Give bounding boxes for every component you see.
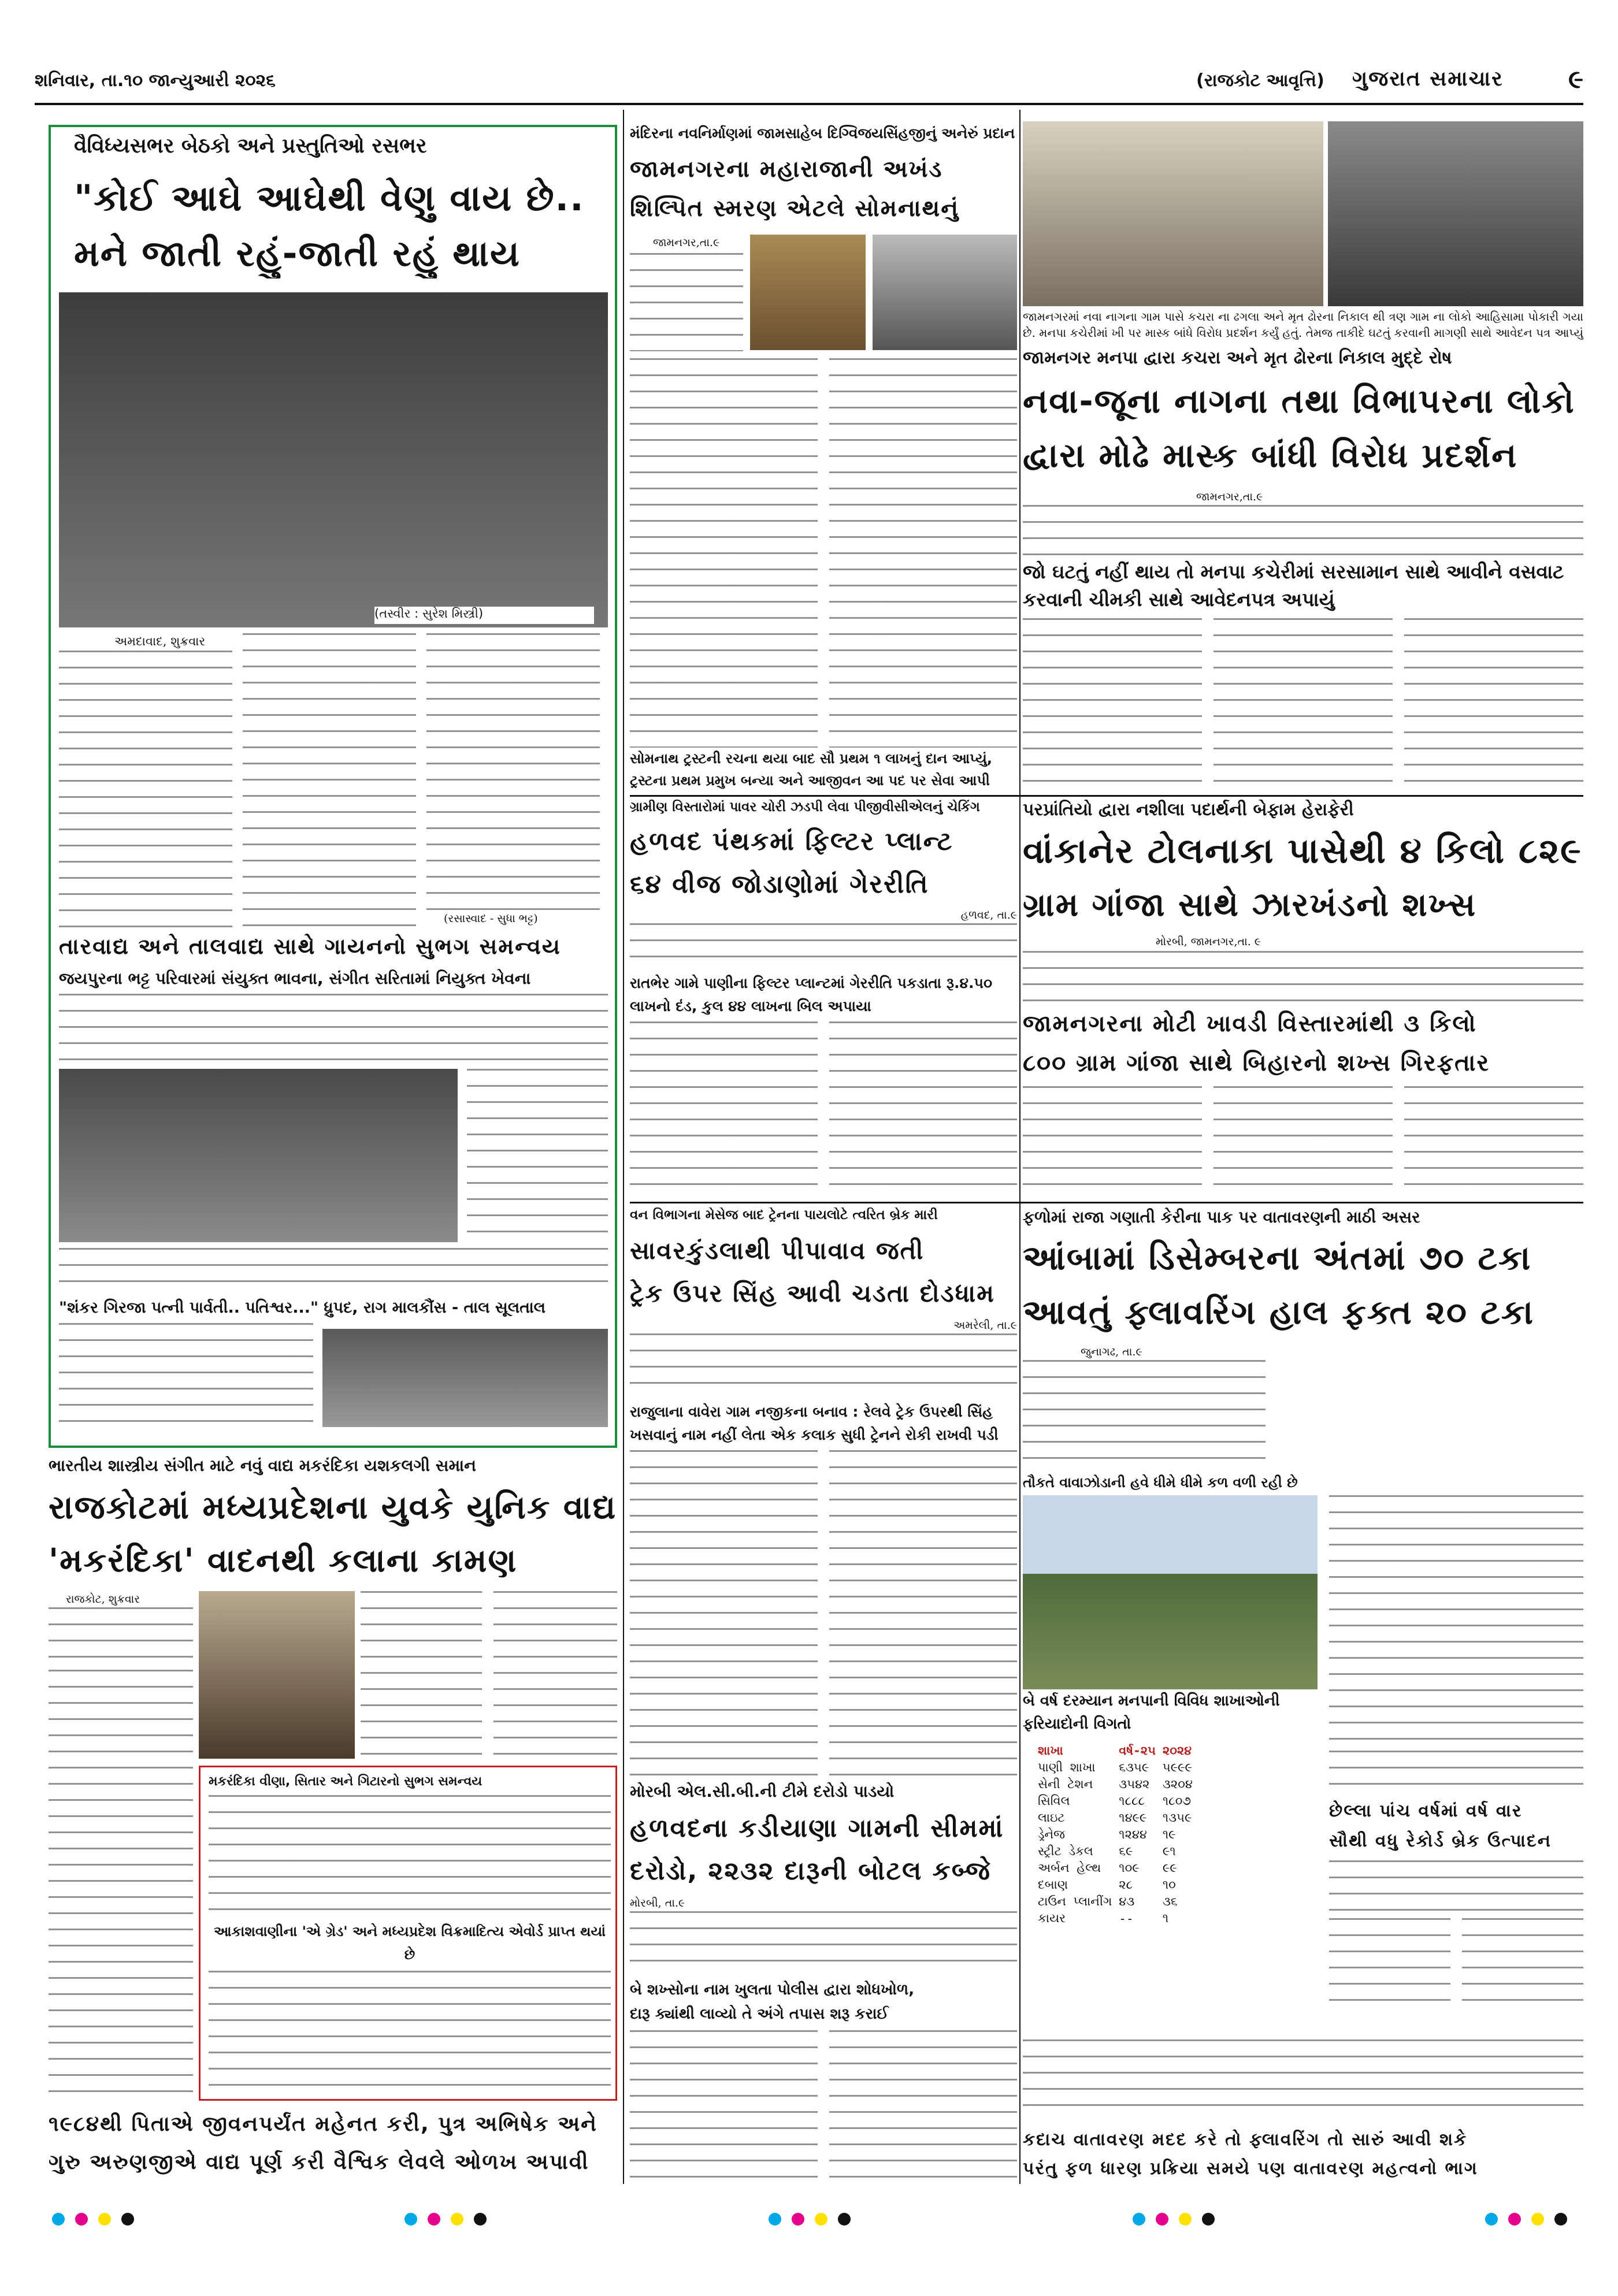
story7-body-col2 xyxy=(1329,1918,1450,2005)
makarandika-player-photo xyxy=(199,1591,355,1759)
box-body-top xyxy=(209,1795,611,1916)
story2-footer-deck: સોમનાથ ટ્રસ્ટની રચના થયા બાદ સૌ પ્રથમ ૧ લાખનું દાન આપ્યું, ટ્રસ્ટના પ્રથમ પ્રમુખ બન્યા અને આજીવન આ પદ પર સેવા આપી xyxy=(630,751,992,789)
table-cell: ૩૫૪૨ xyxy=(1119,1777,1150,1791)
story1-body-sec5 xyxy=(59,1323,313,1427)
table-cell: ૨૮ xyxy=(1119,1878,1133,1892)
table-cell: પાણી શાખા xyxy=(1038,1760,1096,1774)
story3-photo-caption: જામનગરમાં નવા નાગના ગામ પાસે કચરા ના ઢગલા અને મૃત ઢોરના નિકાલ થી ત્રણ ગામ ના લોકો આહિસામા પોકારી ગયા છે. મનપા કચેરીમાં ખી પર માસ્ક બાંધે વિરોધ પ્રદર્શન કર્યું હતું. તેમજ તાકીદે ઘટતું કરવાની માગણી સાથે આવેદન પત્ર આપ્યું xyxy=(1023,310,1583,340)
story5-body-top xyxy=(1023,951,1583,1003)
cmyk-dot-black xyxy=(838,2213,851,2226)
story9-headline-line1: હળવદના કડીયાણા ગામની સીમમાં xyxy=(630,1814,1004,1843)
story2-headline-line1: જામનગરના મહારાજાની અખંડ xyxy=(630,156,943,183)
story5-body-col2 xyxy=(1214,1086,1393,1196)
cmyk-dot-yellow xyxy=(1179,2213,1192,2226)
story7-body-right xyxy=(1329,1495,1583,1744)
story6-deck: રાજુલાના વાવેરા ગામ નજીકના બનાવ : રેલવે ટ્રેક ઉપરથી સિંહ ખસવાનું નામ નહીં લેતા એક કલાક સુધી ટ્રેનને રોકી રાખવી પડી xyxy=(630,1403,999,1443)
story3-body-col1 xyxy=(1023,618,1202,792)
somnath-temple-photo xyxy=(750,235,866,350)
story-power-theft xyxy=(630,800,1017,1198)
story1-kicker: વૈવિધ્યસભર બેઠકો અને પ્રસ્તુતિઓ રસભર xyxy=(74,134,427,158)
story1-byline: (રસાસ્વાદ - સુધા ભટ્ટ) xyxy=(444,912,538,925)
cmyk-dot-cyan xyxy=(404,2213,417,2226)
protesters-masks-photo xyxy=(1328,121,1583,306)
story7-deck-line1: છેલ્લા પાંચ વર્ષમાં વર્ષ વાર xyxy=(1329,1801,1523,1821)
page-number: ૯ xyxy=(1568,65,1583,94)
story8-footer-line1: ૧૯૮૪થી પિતાએ જીવનપર્યંત મહેનત કરી, પુત્ર અભિષેક અને xyxy=(49,2112,598,2136)
story9-headline-line2: દરોડો, ૨૨૩૨ દારૂની બોટલ કબ્જે xyxy=(630,1856,992,1886)
table-cell: લાઇટ xyxy=(1038,1811,1065,1825)
story3-body-top xyxy=(1023,505,1583,557)
story7-body-lower-right xyxy=(1329,1751,1583,1797)
story5-body-col3 xyxy=(1404,1086,1583,1196)
table-header-row xyxy=(1034,1743,1196,1759)
story4-headline-line2: ૬૪ વીજ જોડાણોમાં ગેરરીતિ xyxy=(630,870,929,899)
story2-body-col1 xyxy=(630,358,818,748)
box-head: આકાશવાણીના 'એ ગ્રેડ' અને મધ્યપ્રદેશ વિક્રમાદિત્ય એવોર્ડ પ્રાપ્ત થયાં છે xyxy=(213,1923,606,1963)
table-row xyxy=(1034,1843,1196,1860)
table-cell: ૧૦૯ xyxy=(1119,1861,1140,1875)
complaints-table xyxy=(1034,1743,1196,1927)
table-cell: -- xyxy=(1119,1911,1134,1926)
edition-label: (રાજકોટ આવૃત્તિ) xyxy=(1196,70,1324,91)
story8-body-col2 xyxy=(361,1591,482,1759)
story6-dateline: અમરેલી, તા.૯ xyxy=(953,1319,1017,1332)
registration-marks xyxy=(0,2207,1618,2242)
story9-deck-line1: બે શખ્સોના નામ ખુલતા પોલીસ દ્વારા શોધખોળ, xyxy=(630,1981,915,1998)
table-cell: ૬૩૫૯ xyxy=(1119,1760,1149,1774)
cmyk-dot-yellow xyxy=(451,2213,463,2226)
table-cell: સેની ટેશન xyxy=(1038,1777,1093,1791)
cmyk-dot-black xyxy=(121,2213,134,2226)
story5-kicker: પરપ્રાંતિયો દ્વારા નશીલા પદાર્થની બેફામ હેરાફેરી xyxy=(1023,800,1354,820)
story7-dateline: જુનાગઢ, તા.૯ xyxy=(1081,1346,1142,1358)
table-row xyxy=(1034,1893,1196,1910)
story7-kicker: ફળોમાં રાજા ગણાતી કેરીના પાક પર વાતાવરણની માઠી અસર xyxy=(1023,1208,1420,1227)
table-cell: ટાઉન પ્લાનીંગ xyxy=(1038,1894,1112,1908)
cmyk-dot-cyan xyxy=(1133,2213,1145,2226)
story1-headline-line1: "કોઈ આઘે આઘેથી વેણુ વાય છે.. xyxy=(74,177,585,219)
story-lion-on-track xyxy=(630,1208,1017,1779)
table-cell: ૧૦ xyxy=(1162,1878,1176,1892)
story8-body-intro xyxy=(49,1607,193,1665)
story6-headline-line2: ટ્રેક ઉપર સિંહ આવી ચડતા દોડધામ xyxy=(630,1279,995,1307)
table-cell: ૬૯ xyxy=(1119,1844,1133,1858)
cmyk-dot-magenta xyxy=(1156,2213,1168,2226)
story9-deck-line2: દારૂ ક્યાંથી લાવ્યો તે અંગે તપાસ શરૂ કરાઈ xyxy=(630,2005,889,2023)
story6-body-top xyxy=(630,1333,1017,1397)
story6-body-col2 xyxy=(829,1450,1017,1777)
table-cell: ૧૯ xyxy=(1162,1827,1176,1841)
story6-body-col1 xyxy=(630,1450,818,1777)
story7-headline-line2: આવતું ફ્લાવરિંગ હાલ ફક્ત ૨૦ ટકા xyxy=(1023,1292,1535,1332)
story3-kicker: જામનગર મનપા દ્વારા કચરા અને મૃત ઢોરના નિકાલ મુદ્દે રોષ xyxy=(1023,348,1452,368)
table-cell: ૧૮૦૭ xyxy=(1162,1794,1191,1808)
story9-body-col1 xyxy=(630,2030,818,2182)
cmyk-dot-yellow xyxy=(815,2213,827,2226)
cmyk-dot-cyan xyxy=(52,2213,65,2226)
col-separator-1 xyxy=(623,110,624,2184)
story4-dateline: હળવદ, તા.૯ xyxy=(960,909,1017,922)
cmyk-dot-black xyxy=(474,2213,487,2226)
table-cell: ૧૮૮૮ xyxy=(1119,1794,1145,1808)
story6-headline-line1: સાવરકુંડલાથી પીપાવાવ જતી xyxy=(630,1236,925,1265)
story-makarandika xyxy=(49,1456,617,2184)
cmyk-dot-yellow xyxy=(98,2213,111,2226)
story7-body-bottom xyxy=(1329,1860,1583,1918)
story5-body-col1 xyxy=(1023,1086,1202,1196)
header-2025: વર્ષ-૨૫ xyxy=(1119,1744,1156,1758)
story3-deck: જો ઘટતું નહીં થાય તો મનપા કચેરીમાં સરસામાન સાથે આવીને વસવાટ કરવાની ચીમકી સાથે આવેદનપત્ર અપાયું xyxy=(1023,560,1564,611)
story-jamnagar-protest xyxy=(1023,121,1583,794)
story5-deck-line2: ૮૦૦ ગ્રામ ગાંજા સાથે બિહારનો શખ્સ ગિરફતાર xyxy=(1023,1050,1490,1076)
cmyk-dot-yellow xyxy=(1531,2213,1544,2226)
flute-performer-photo xyxy=(59,292,608,627)
story2-headline-line2: શિલ્પિત સ્મરણ એટલે સોમનાથનું xyxy=(630,195,960,222)
cmyk-dot-black xyxy=(1554,2213,1567,2226)
table-cell: ૩૬ xyxy=(1162,1894,1178,1908)
story8-footer-line2: ગુરુ અરુણજીએ વાદ્ય પૂર્ણ કરી વૈશ્વિક લેવલે ઓળખ અપાવી xyxy=(49,2150,589,2174)
story4-headline-line1: હળવદ પંથકમાં ફિલ્ટર પ્લાન્ટ xyxy=(630,827,953,856)
cmyk-dot-black xyxy=(1202,2213,1215,2226)
story8-body-col1 xyxy=(49,1670,193,2097)
header-2024: ૨૦૨૪ xyxy=(1162,1744,1192,1758)
story8-body-col3 xyxy=(493,1591,617,1759)
story2-kicker: મંદિરના નવનિર્માણમાં જામસાહેબ દિગ્વિજયસિંહજીનું અનેરું પ્રદાન xyxy=(630,125,1015,142)
story7-body-col3 xyxy=(1462,1918,1583,2005)
story-complaint-table xyxy=(1023,1689,1318,2013)
story6-kicker: વન વિભાગના મેસેજ બાદ ટ્રેનના પાયલોટે ત્વરિત બ્રેક મારી xyxy=(630,1208,938,1223)
story2-body-col2 xyxy=(829,358,1017,748)
story1-body-sec4 xyxy=(59,1248,608,1294)
table-row xyxy=(1034,1793,1196,1810)
story4-body-col1 xyxy=(630,1021,818,1195)
table-row xyxy=(1034,1810,1196,1826)
cmyk-dot-magenta xyxy=(75,2213,88,2226)
makarandika-info-box xyxy=(199,1766,617,2101)
story3-headline-line2: દ્વારા મોઢે માસ્ક બાંધી વિરોધ પ્રદર્શન xyxy=(1023,436,1518,475)
cmyk-dot-cyan xyxy=(769,2213,781,2226)
page-date: શનિવાર, તા.૧૦ જાન્યુઆરી ૨૦૨૬ xyxy=(35,70,276,91)
story-somnath-gate xyxy=(630,121,1017,794)
table-cell: ૩૨૦૪ xyxy=(1162,1777,1193,1791)
table-cell: ૫૯૯૯ xyxy=(1162,1760,1192,1774)
masthead xyxy=(35,62,1583,98)
story9-dateline: મોરબી, તા.૯ xyxy=(630,1897,685,1909)
story2-dateline: જામનગર,તા.૯ xyxy=(653,236,720,249)
story1-lead: અમદાવાદ, શુક્રવાર xyxy=(114,634,206,648)
story1-body-sec3 xyxy=(467,1069,608,1242)
table-cell: કાયર xyxy=(1038,1911,1066,1925)
story5-deck-line1: જામનગરના મોટી ખાવડી વિસ્તારમાંથી ૩ કિલો xyxy=(1023,1010,1477,1037)
story7-footer-line1: કદાચ વાતાવરણ મદદ કરે તો ફ્લાવરિંગ તો સારું આવી શકે xyxy=(1023,2130,1468,2150)
story7-photo-head: તૌકતે વાવાઝોડાની હવે ધીમે ધીમે કળ વળી રહી છે xyxy=(1023,1474,1298,1491)
cmyk-dot-magenta xyxy=(1508,2213,1521,2226)
story1-photo-credit: (તસ્વીર : સુરેશ મિસ્ત્રી) xyxy=(374,607,594,624)
story-music-concert xyxy=(49,125,617,1448)
story1-subhead: તારવાદ્ય અને તાલવાદ્ય સાથે ગાયનનો સુભગ સમન્વય xyxy=(59,934,561,959)
table-cell: ૧ xyxy=(1162,1911,1169,1925)
story4-body-top xyxy=(630,923,1017,969)
newspaper-name: ગુજરાત સમાચાર xyxy=(1352,67,1504,91)
table-cell: ૧૪૯૯ xyxy=(1119,1811,1147,1825)
table-cell: ૯૧ xyxy=(1162,1844,1176,1858)
table-row xyxy=(1034,1877,1196,1893)
cmyk-dot-magenta xyxy=(428,2213,440,2226)
story4-body-col2 xyxy=(829,1021,1017,1195)
story4-kicker: ગ્રામીણ વિસ્તારોમાં પાવર ચોરી ઝડપી લેવા પીજીવીસીએલનું ચેકિંગ xyxy=(630,800,980,815)
story1-subdeck: જયપુરના ભટ્ટ પરિવારમાં સંયુક્ત ભાવના, સંગીત સરિતામાં નિયુક્ત ખેવના xyxy=(59,969,531,988)
story1-body-col1 xyxy=(59,651,232,928)
header-dept: શાખા xyxy=(1038,1744,1063,1758)
story7-body-lower xyxy=(1023,2039,1583,2115)
story1-body-sec2 xyxy=(59,994,608,1063)
story1-body-col3 xyxy=(426,633,600,911)
story9-body-col2 xyxy=(829,2030,1017,2182)
table-cell: સિવિલ xyxy=(1038,1794,1070,1808)
story1-body-col2 xyxy=(243,633,416,928)
mango-orchard-photo xyxy=(1023,1495,1318,1692)
story8-headline-line2: 'મકરંદિકા' વાદનથી કલાના કામણ xyxy=(49,1542,518,1580)
table-cell: ૧૩૫૯ xyxy=(1162,1811,1192,1825)
table-cell: ડ્રેનેજ xyxy=(1038,1827,1066,1841)
story5-headline-line2: ગ્રામ ગાંજા સાથે ઝારખંડનો શખ્સ xyxy=(1023,886,1477,924)
complaints-table-wrap xyxy=(1034,1743,1312,2008)
jamsaheb-portrait-photo xyxy=(873,235,1017,350)
story9-kicker: મોરબી એલ.સી.બી.ની ટીમે દરોડો પાડયો xyxy=(630,1782,895,1801)
table-row xyxy=(1034,1860,1196,1877)
table-cell: અર્બન હેલ્થ xyxy=(1038,1861,1101,1875)
story3-body-col3 xyxy=(1404,618,1583,792)
table-cell: દબાણ xyxy=(1038,1878,1068,1892)
story8-kicker: ભારતીય શાસ્ત્રીય સંગીત માટે નવું વાદ્ય મકરંદિકા યશકલગી સમાન xyxy=(49,1456,476,1475)
story10-kicker: બે વર્ષ દરમ્યાન મનપાની વિવિધ શાખાઓની ફરિયાદોની વિગતો xyxy=(1023,1692,1280,1733)
story3-dateline: જામનગર,તા.૯ xyxy=(1196,491,1263,503)
story-ganja-seizure xyxy=(1023,800,1583,1198)
story-liquor-raid xyxy=(630,1782,1017,2184)
cmyk-dot-magenta xyxy=(792,2213,804,2226)
row2-divider xyxy=(630,1202,1583,1203)
box-title: મકરંદિકા વીણા, સિતાર અને ગિટારનો સુભગ સમન્વય xyxy=(209,1774,483,1789)
story7-headline-line1: આંબામાં ડિસેમ્બરના અંતમાં ૭૦ ટકા xyxy=(1023,1238,1532,1277)
dhrupad-singers-photo xyxy=(322,1329,608,1427)
story7-footer-line2: પરંતુ ફળ ધારણ પ્રક્રિયા સમયે પણ વાતાવરણ મહત્વનો ભાગ xyxy=(1023,2158,1478,2179)
table-cell: ૧૨૪૪ xyxy=(1119,1827,1147,1841)
story4-deck: રાતભેર ગામે પાણીના ફિલ્ટર પ્લાન્ટમાં ગેરરીતિ પકડાતા રૂ.૪.૫૦ લાખનો દંડ, કુલ ૪૪ લાખના બિલ અપાયા xyxy=(630,975,992,1015)
table-row xyxy=(1034,1759,1196,1776)
story5-headline-line1: વાંકાનેર ટોલનાકા પાસેથી ૪ કિલો ૮૨૯ xyxy=(1023,831,1582,871)
table-cell: ૪૩ xyxy=(1119,1894,1135,1908)
table-row xyxy=(1034,1910,1196,1927)
table-cell: ૯૯ xyxy=(1162,1861,1177,1875)
story1-subhead2: "શંકર ગિરજા પત્ની પાર્વતી.. પતિશ્વર..." ધ્રુપદ, રાગ માલકૌંસ - તાલ સૂલતાલ xyxy=(59,1299,546,1317)
story8-headline-line1: રાજકોટમાં મધ્યપ્રદેશના યુવકે યુનિક વાદ્ય xyxy=(49,1489,617,1526)
sitar-performers-photo xyxy=(59,1069,458,1242)
story7-deck-line2: સૌથી વધુ રેકોર્ડ બ્રેક ઉત્પાદન xyxy=(1329,1831,1552,1851)
row1-divider xyxy=(630,795,1583,797)
municipal-office-photo xyxy=(1023,121,1323,306)
story9-body-top xyxy=(630,1911,1017,1975)
story7-body-left xyxy=(1023,1360,1266,1470)
table-cell: સ્ટ્રીટ ડેકલ xyxy=(1038,1844,1093,1858)
story3-body-col2 xyxy=(1214,618,1393,792)
table-row xyxy=(1034,1826,1196,1843)
story2-body-intro xyxy=(630,253,743,351)
story3-headline-line1: નવા-જૂના નાગના તથા વિભાપરના લોકો xyxy=(1023,381,1575,421)
masthead-rule xyxy=(35,103,1583,105)
story8-dateline: રાજકોટ, શુક્રવાર xyxy=(66,1593,140,1606)
cmyk-dot-cyan xyxy=(1485,2213,1498,2226)
col-separator-2 xyxy=(1019,110,1020,2184)
story5-dateline: મોરબી, જામનગર,તા. ૯ xyxy=(1156,935,1261,948)
box-body-bottom xyxy=(209,1971,611,2098)
table-row xyxy=(1034,1776,1196,1793)
story1-headline-line2: મને જાતી રહું-જાતી રહું થાય xyxy=(74,232,521,274)
